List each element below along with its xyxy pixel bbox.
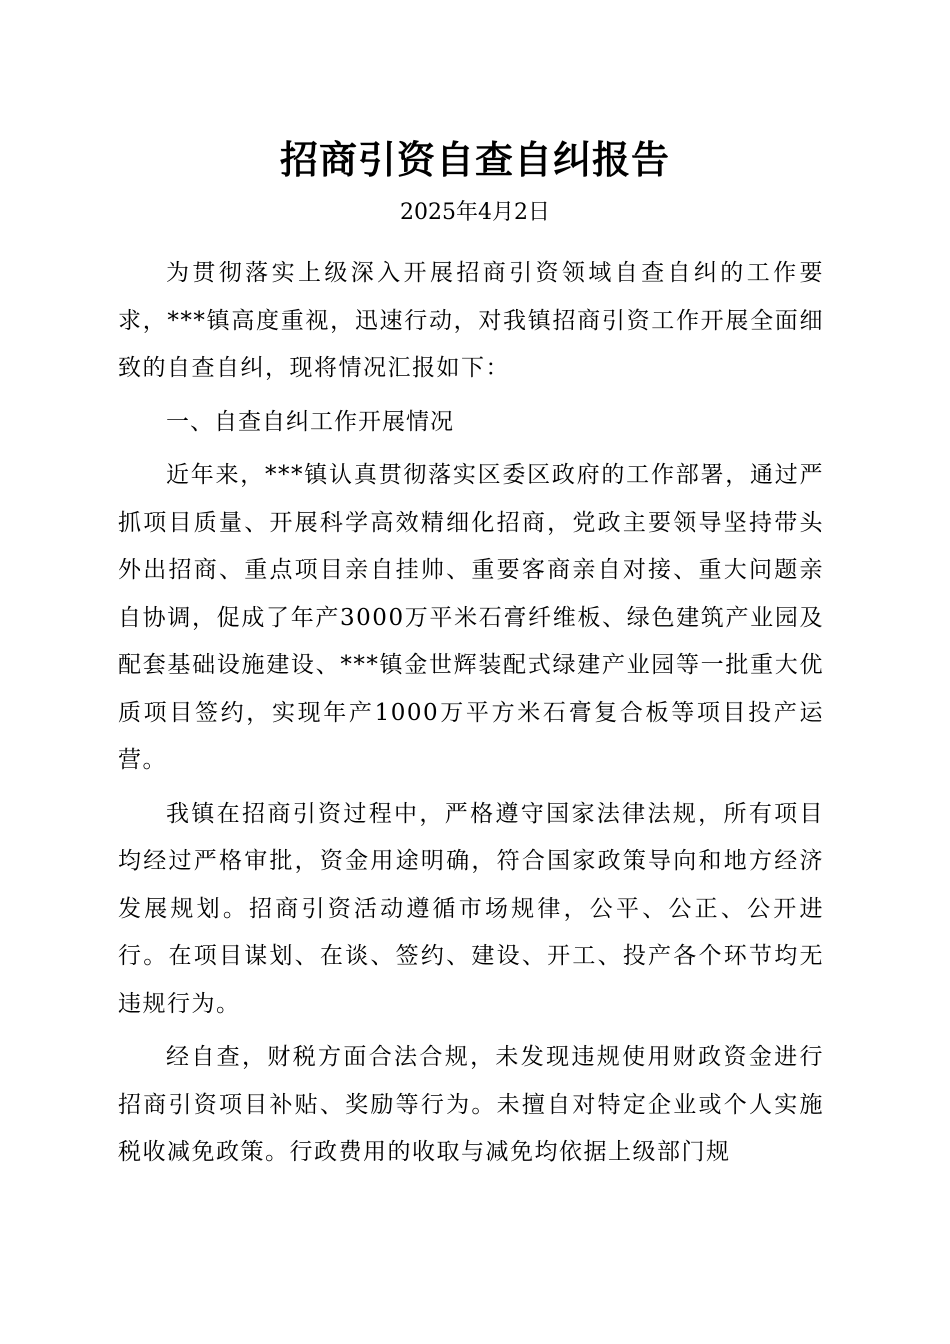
body-paragraph: 近年来，***镇认真贯彻落实区委区政府的工作部署，通过严抓项目质量、开展科学高效精细化招商，党政主要领导坚持带头外出招商、重点项目亲自挂帅、重要客商亲自对接、重大问题亲自协调，促成了年产3000万平米石膏纤维板、绿色建筑产业园及配套基础设施建设、***镇金世辉装配式绿建产业园等一批重大优质项目签约，实现年产1000万平方米石膏复合板等项目投产运营。 bbox=[118, 462, 824, 773]
intro-paragraph: 为贯彻落实上级深入开展招商引资领域自查自纠的工作要求，***镇高度重视，迅速行动，对我镇招商引资工作开展全面细致的自查自纠，现将情况汇报如下： bbox=[118, 260, 824, 381]
section-heading: 一、自查自纠工作开展情况 bbox=[166, 408, 454, 435]
document-date: 2025年4月2日 bbox=[400, 200, 550, 225]
document-body bbox=[118, 250, 824, 1183]
body-paragraph: 我镇在招商引资过程中，严格遵守国家法律法规，所有项目均经过严格审批，资金用途明确，符合国家政策导向和地方经济发展规划。招商引资活动遵循市场规律，公平、公正、公开进行。在项目谋划、在谈、签约、建设、开工、投产各个环节均无违规行为。 bbox=[118, 800, 824, 1017]
body-paragraph: 经自查，财税方面合法合规，未发现违规使用财政资金进行招商引资项目补贴、奖励等行为。未擅自对特定企业或个人实施税收减免政策。行政费用的收取与减免均依据上级部门规 bbox=[118, 1044, 824, 1165]
document-title: 招商引资自查自纠报告 bbox=[279, 137, 670, 182]
